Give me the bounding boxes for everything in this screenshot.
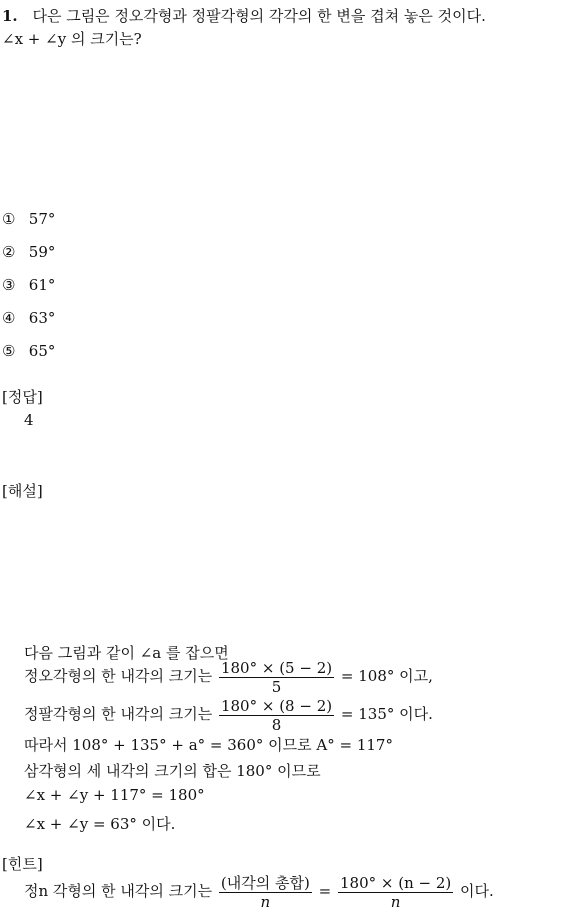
choice-mark: ④ xyxy=(2,309,16,327)
question-text: 다은 그림은 정오각형과 정팔각형의 각각의 한 변을 겹쳐 놓은 것이다. xyxy=(32,7,486,25)
fraction-numerator: 180° × (5 − 2) xyxy=(220,658,333,677)
explanation-text: = 108° 이고, xyxy=(340,667,433,685)
explanation-text: 정오각형의 한 내각의 크기는 xyxy=(24,667,213,685)
fraction-numerator: 180° × (8 − 2) xyxy=(220,696,333,715)
fraction xyxy=(338,874,453,911)
explanation-line-7: ∠x + ∠y = 63° 이다. xyxy=(24,815,176,833)
explanation-line-5: 삼각형의 세 내각의 크기의 합은 180° 이므로 xyxy=(24,762,321,780)
choice-1[interactable] xyxy=(2,210,55,228)
explanation-line-6: ∠x + ∠y + 117° = 180° xyxy=(24,786,205,804)
fraction xyxy=(219,874,312,911)
explanation-text: 정팔각형의 한 내각의 크기는 xyxy=(24,705,213,723)
explanation-line-4: 따라서 108° + 135° + a° = 360° 이므로 A° = 117° xyxy=(24,736,393,754)
explanation-text: = 135° 이다. xyxy=(340,705,433,723)
answer-value: 4 xyxy=(24,411,34,429)
choice-mark: ② xyxy=(2,243,16,261)
choice-value: 65° xyxy=(28,342,56,360)
fraction xyxy=(219,659,334,696)
hint-line xyxy=(24,872,494,911)
choice-2[interactable] xyxy=(2,243,55,261)
fraction-denominator: 8 xyxy=(271,715,282,734)
choice-mark: ⑤ xyxy=(2,342,16,360)
choice-value: 61° xyxy=(28,276,56,294)
hint-heading: [힌트] xyxy=(2,855,43,873)
choice-value: 63° xyxy=(28,309,56,327)
question-number: 1. xyxy=(2,7,18,25)
explanation-line-1: 다음 그림과 같이 ∠a 를 잡으면 xyxy=(24,644,229,662)
choice-mark: ③ xyxy=(2,276,16,294)
choice-mark: ① xyxy=(2,210,16,228)
fraction-denominator: n xyxy=(390,892,401,911)
hint-text: 이다. xyxy=(460,882,494,900)
explanation-line-3 xyxy=(24,696,433,734)
fraction-numerator: (내각의 총합) xyxy=(220,873,310,892)
explanation-heading: [해설] xyxy=(2,482,43,500)
choice-3[interactable] xyxy=(2,276,55,294)
choice-4[interactable] xyxy=(2,309,55,327)
choice-value: 57° xyxy=(28,210,56,228)
fraction-denominator: 5 xyxy=(271,677,282,696)
choice-value: 59° xyxy=(28,243,56,261)
answer-heading: [정답] xyxy=(2,388,43,406)
choice-5[interactable] xyxy=(2,342,55,360)
fraction-numerator: 180° × (n − 2) xyxy=(339,873,452,892)
fraction-denominator: n xyxy=(260,892,271,911)
equals-sign: = xyxy=(318,882,332,900)
question-line-1 xyxy=(2,5,486,26)
fraction xyxy=(219,697,334,734)
hint-text: 정n 각형의 한 내각의 크기는 xyxy=(24,882,213,900)
question-line-2: ∠x + ∠y 의 크기는? xyxy=(2,30,142,48)
explanation-line-2 xyxy=(24,658,433,696)
